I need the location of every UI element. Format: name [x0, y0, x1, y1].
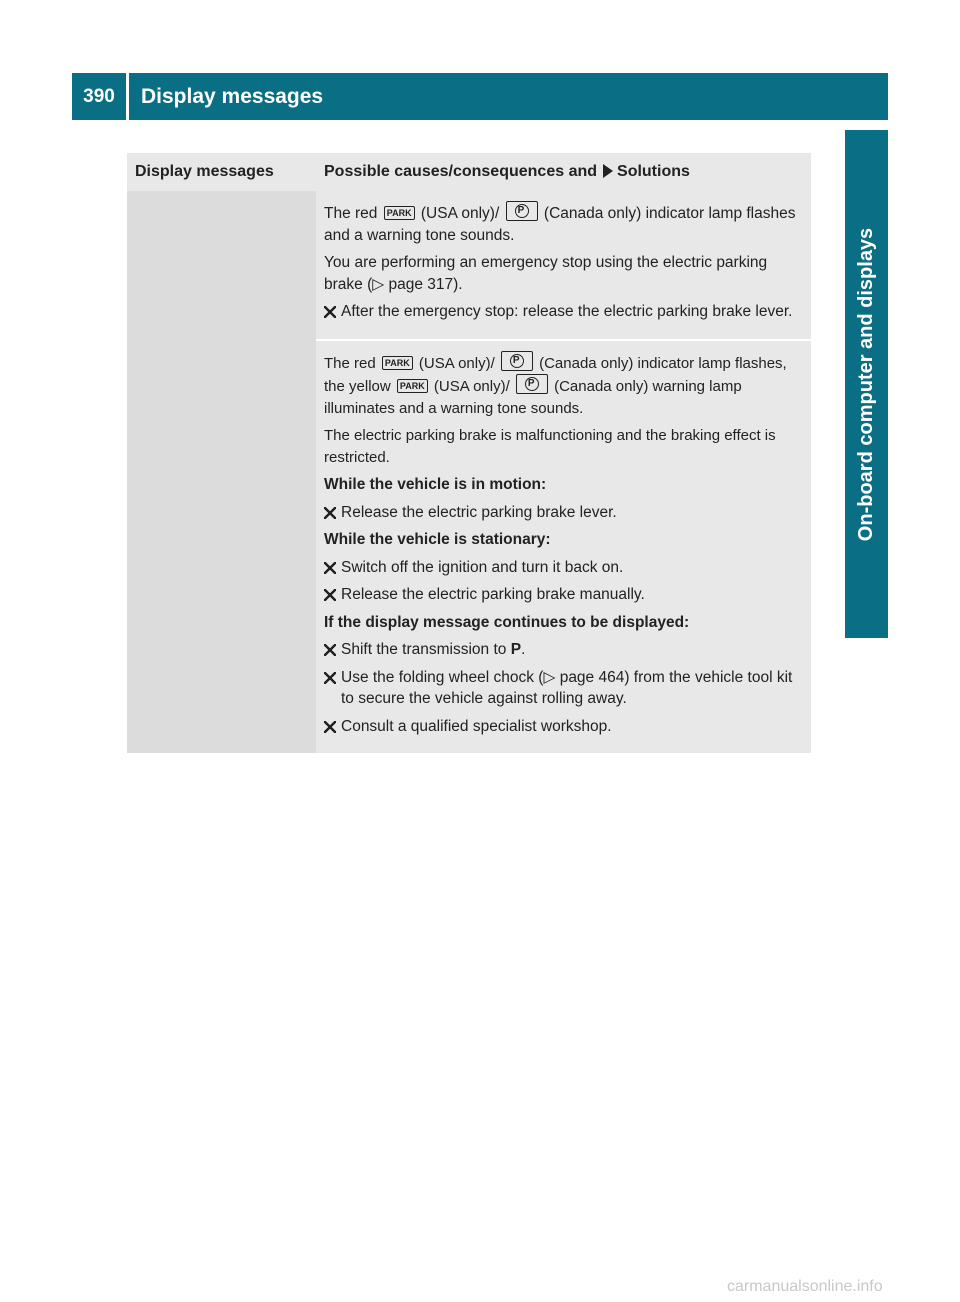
- condition-heading: While the vehicle is stationary:: [324, 531, 551, 548]
- display-message-cell: [127, 191, 316, 753]
- consequence-text: You are performing an emergency stop using the electric parking brake (▷ page 317).: [324, 254, 768, 293]
- parking-brake-canada-icon: [506, 201, 538, 221]
- park-brake-icon: PARK: [384, 206, 415, 220]
- cause-text-part: The red: [324, 354, 376, 372]
- parking-brake-canada-icon: [501, 351, 533, 371]
- table-row: [127, 191, 811, 340]
- cause-text-part: (USA only)/: [433, 378, 510, 395]
- consequence-text: The electric parking brake is malfunctioning and the braking effect is restricted.: [324, 427, 776, 466]
- display-messages-table: [127, 153, 811, 753]
- condition-heading: While the vehicle is in motion:: [324, 476, 547, 493]
- column-header-causes: [316, 153, 811, 191]
- solution-step: After the emergency stop: release the electric parking brake lever.: [324, 301, 803, 323]
- condition-heading: If the display message continues to be displayed:: [324, 613, 690, 631]
- column-header-display-messages: Display messages: [127, 153, 316, 191]
- column-header-causes-text: Possible causes/consequences and: [324, 163, 598, 181]
- table-header-row: [127, 153, 811, 191]
- cause-text: [324, 201, 803, 246]
- solution-step: Switch off the ignition and turn it back on.: [324, 557, 803, 579]
- cause-text-part: (Canada only) warning lamp illuminates and a warning tone sounds.: [324, 378, 742, 417]
- cause-text-part: (USA only)/: [418, 354, 495, 372]
- column-header-solutions-text: Solutions: [617, 163, 690, 181]
- arrow-right-icon: [603, 164, 613, 178]
- solution-step: Use the folding wheel chock (▷ page 464) from the vehicle tool kit to secure the vehicle against rolling away.: [324, 667, 803, 710]
- solution-step: [324, 639, 803, 661]
- causes-cell: [316, 191, 811, 340]
- cause-text-part: (Canada only) indicator lamp flashes, the yellow: [324, 354, 787, 395]
- gear-position: P: [510, 641, 522, 658]
- page-number: 390: [72, 73, 126, 120]
- solution-step: Release the electric parking brake manually.: [324, 584, 803, 606]
- page-title: Display messages: [129, 73, 888, 120]
- cause-text-part: (USA only)/: [420, 205, 500, 222]
- step-text-part: Shift the transmission to: [341, 641, 507, 658]
- solution-step: Consult a qualified specialist workshop.: [324, 716, 803, 738]
- parking-brake-canada-icon: [516, 374, 548, 394]
- cause-text-part: (Canada only) indicator lamp flashes and a warning tone sounds.: [324, 205, 796, 244]
- park-brake-icon: PARK: [397, 379, 428, 393]
- cause-text: [324, 351, 803, 420]
- cause-text-part: The red: [324, 205, 378, 222]
- causes-cell: [316, 340, 811, 754]
- step-text-part: .: [521, 641, 526, 658]
- park-brake-icon: PARK: [382, 356, 413, 370]
- solution-step: Release the electric parking brake lever.: [324, 502, 803, 524]
- watermark-text: carmanualsonline.info: [727, 1278, 883, 1295]
- section-side-tab: [845, 130, 888, 638]
- section-side-label: On-board computer and displays: [855, 227, 878, 541]
